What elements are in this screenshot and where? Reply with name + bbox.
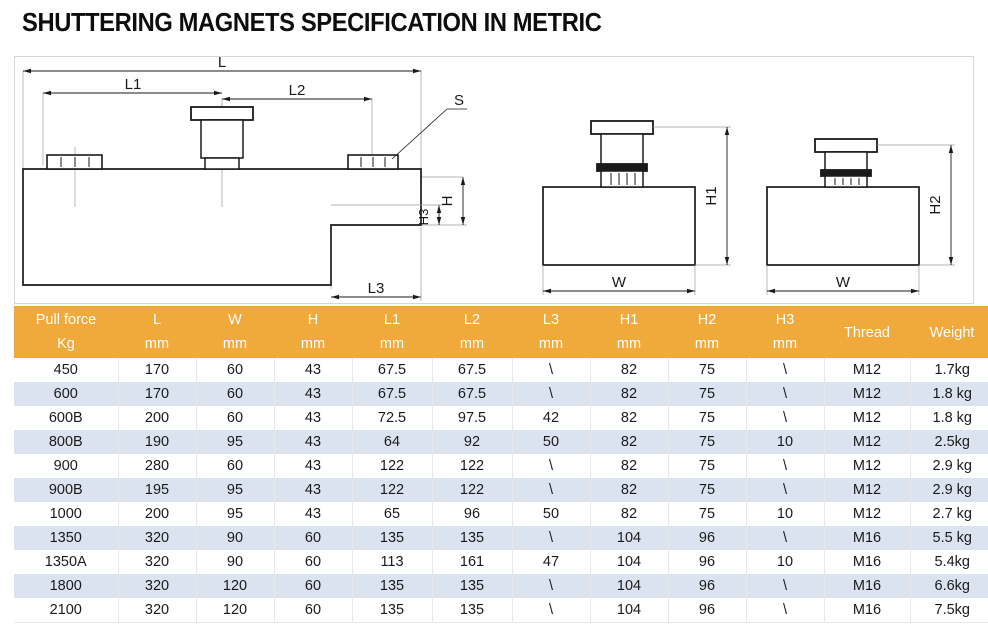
col-unit-H1: mm [590,332,668,358]
cell-h: 60 [274,550,352,574]
cell-l2: 122 [432,454,512,478]
cell-pull-force: 800B [14,430,118,454]
cell-thread: M12 [824,382,910,406]
cell-h3: \ [746,574,824,598]
cell-h1: 104 [590,574,668,598]
col-unit-H3: mm [746,332,824,358]
cell-l: 195 [118,478,196,502]
col-header-thread: Thread [824,306,910,358]
cell-h: 60 [274,526,352,550]
cell-h3: \ [746,598,824,622]
cell-thread: M12 [824,502,910,526]
cell-weight: 1.7kg [910,358,988,382]
col-header-H2: H2 [668,306,746,332]
table-row [14,550,988,574]
cell-pull-force: 900 [14,454,118,478]
dim-label-L1: L1 [124,76,142,93]
cell-h3: \ [746,382,824,406]
cell-h2: 75 [668,454,746,478]
cell-l2: 67.5 [432,382,512,406]
cell-l3: 50 [512,430,590,454]
cell-l: 280 [118,454,196,478]
cell-weight: 6.6kg [910,574,988,598]
cell-h1: 104 [590,598,668,622]
cell-l3: \ [512,574,590,598]
cell-thread: M16 [824,574,910,598]
cell-w: 120 [196,574,274,598]
cell-l1: 67.5 [352,382,432,406]
col-header-L: L [118,306,196,332]
cell-pull-force: 1350 [14,526,118,550]
cell-l3: 42 [512,406,590,430]
cell-h: 43 [274,382,352,406]
cell-l2: 135 [432,526,512,550]
cell-h3: \ [746,454,824,478]
table-header [14,306,988,358]
cell-w: 60 [196,382,274,406]
cell-pull-force: 900B [14,478,118,502]
cell-h1: 104 [590,526,668,550]
col-header-W: W [196,306,274,332]
cell-l2: 92 [432,430,512,454]
cell-l: 200 [118,406,196,430]
col-header-L2: L2 [432,306,512,332]
cell-h1: 82 [590,454,668,478]
header-row-names [14,306,988,332]
cell-w: 120 [196,598,274,622]
table-row [14,406,988,430]
dim-label-H: H [439,195,456,207]
table-row [14,574,988,598]
cell-h2: 96 [668,574,746,598]
cell-h: 43 [274,430,352,454]
cell-h3: 10 [746,430,824,454]
cell-w: 95 [196,478,274,502]
cell-h3: \ [746,358,824,382]
cell-h: 60 [274,598,352,622]
cell-h2: 75 [668,430,746,454]
table-row [14,478,988,502]
specification-table [14,306,988,623]
cell-w: 90 [196,550,274,574]
cell-l: 170 [118,358,196,382]
cell-l2: 135 [432,574,512,598]
cell-weight: 5.5 kg [910,526,988,550]
col-unit-L1: mm [352,332,432,358]
cell-h3: \ [746,406,824,430]
cell-h1: 82 [590,502,668,526]
cell-l3: \ [512,454,590,478]
cell-l1: 135 [352,526,432,550]
cell-l1: 65 [352,502,432,526]
cell-w: 60 [196,406,274,430]
page-title: SHUTTERING MAGNETS SPECIFICATION IN METRIC [22,9,602,37]
col-unit-H2: mm [668,332,746,358]
table-row [14,454,988,478]
cell-thread: M16 [824,598,910,622]
cell-weight: 1.8 kg [910,382,988,406]
table-row [14,358,988,382]
table-row [14,502,988,526]
cell-h: 60 [274,574,352,598]
cell-l3: \ [512,526,590,550]
cell-weight: 5.4kg [910,550,988,574]
cell-l3: \ [512,598,590,622]
cell-thread: M12 [824,478,910,502]
technical-drawing-panel [14,56,974,304]
cell-pull-force: 1800 [14,574,118,598]
cell-w: 60 [196,358,274,382]
cell-l1: 113 [352,550,432,574]
cell-thread: M16 [824,526,910,550]
cell-h1: 82 [590,382,668,406]
cell-h2: 75 [668,382,746,406]
cell-thread: M12 [824,430,910,454]
cell-l: 200 [118,502,196,526]
cell-thread: M16 [824,550,910,574]
cell-w: 90 [196,526,274,550]
dim-label-W-front2: W [835,274,851,291]
cell-weight: 2.5kg [910,430,988,454]
cell-l: 320 [118,526,196,550]
col-unit-L: mm [118,332,196,358]
cell-weight: 2.9 kg [910,478,988,502]
cell-thread: M12 [824,358,910,382]
col-header-H3: H3 [746,306,824,332]
cell-l3: \ [512,382,590,406]
dim-label-H1: H1 [703,186,720,206]
cell-l2: 96 [432,502,512,526]
cell-w: 95 [196,502,274,526]
cell-l2: 97.5 [432,406,512,430]
cell-h2: 96 [668,598,746,622]
cell-h1: 82 [590,430,668,454]
cell-l2: 67.5 [432,358,512,382]
cell-w: 60 [196,454,274,478]
col-header-weight: Weight [910,306,988,358]
cell-l2: 161 [432,550,512,574]
cell-l1: 122 [352,478,432,502]
cell-h3: 10 [746,502,824,526]
cell-thread: M12 [824,406,910,430]
cell-h: 43 [274,406,352,430]
col-header-H1: H1 [590,306,668,332]
cell-h: 43 [274,502,352,526]
cell-l2: 135 [432,598,512,622]
cell-l1: 135 [352,574,432,598]
cell-pull-force: 600 [14,382,118,406]
cell-h3: 10 [746,550,824,574]
col-unit-W: mm [196,332,274,358]
cell-weight: 2.9 kg [910,454,988,478]
dim-label-L: L [217,57,227,71]
cell-h3: \ [746,526,824,550]
dim-label-L2: L2 [288,82,306,99]
col-unit-L2: mm [432,332,512,358]
cell-pull-force: 600B [14,406,118,430]
cell-h: 43 [274,454,352,478]
cell-l2: 122 [432,478,512,502]
cell-pull-force: 1350A [14,550,118,574]
cell-l3: \ [512,358,590,382]
cell-l1: 64 [352,430,432,454]
dim-label-W-front1: W [611,274,627,291]
dim-label-H3: H3 [416,208,431,226]
cell-l1: 135 [352,598,432,622]
cell-l3: \ [512,478,590,502]
cell-l1: 72.5 [352,406,432,430]
cell-h2: 96 [668,526,746,550]
cell-l1: 67.5 [352,358,432,382]
dim-label-L3: L3 [367,280,385,297]
dim-label-S: S [453,92,465,109]
cell-h2: 96 [668,550,746,574]
col-unit-L3: mm [512,332,590,358]
cell-h2: 75 [668,406,746,430]
col-unit-pull-force: Kg [14,332,118,358]
cell-l3: 47 [512,550,590,574]
col-unit-H: mm [274,332,352,358]
cell-l1: 122 [352,454,432,478]
table-row [14,430,988,454]
cell-l3: 50 [512,502,590,526]
col-header-pull-force: Pull force [14,306,118,332]
cell-h1: 104 [590,550,668,574]
cell-l: 190 [118,430,196,454]
cell-h: 43 [274,358,352,382]
cell-h1: 82 [590,406,668,430]
cell-weight: 7.5kg [910,598,988,622]
table-row [14,598,988,622]
table-row [14,382,988,406]
cell-h1: 82 [590,478,668,502]
cell-pull-force: 1000 [14,502,118,526]
cell-pull-force: 2100 [14,598,118,622]
cell-weight: 2.7 kg [910,502,988,526]
dim-label-H2: H2 [927,195,944,215]
drawing-svg [15,57,973,303]
cell-l: 320 [118,598,196,622]
col-header-H: H [274,306,352,332]
cell-h1: 82 [590,358,668,382]
col-header-L1: L1 [352,306,432,332]
cell-l: 320 [118,550,196,574]
cell-thread: M12 [824,454,910,478]
cell-pull-force: 450 [14,358,118,382]
cell-h3: \ [746,478,824,502]
cell-weight: 1.8 kg [910,406,988,430]
cell-h2: 75 [668,478,746,502]
cell-l: 320 [118,574,196,598]
cell-h2: 75 [668,358,746,382]
col-header-L3: L3 [512,306,590,332]
cell-h2: 75 [668,502,746,526]
cell-w: 95 [196,430,274,454]
table-body [14,358,988,622]
cell-h: 43 [274,478,352,502]
table-row [14,526,988,550]
cell-l: 170 [118,382,196,406]
